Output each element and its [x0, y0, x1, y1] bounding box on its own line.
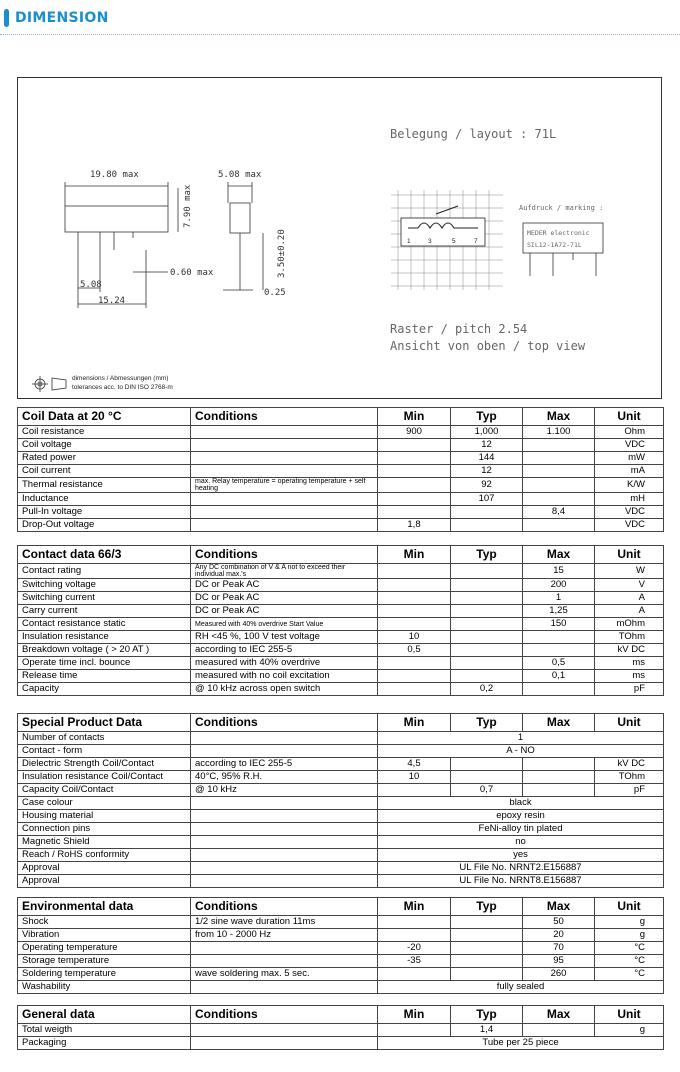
param-typ: 12: [451, 465, 523, 478]
param-conditions: @ 10 kHz across open switch: [191, 683, 378, 696]
param-typ: 12: [451, 439, 523, 452]
section-header: [4, 8, 109, 28]
param-max: [523, 631, 595, 644]
param-min: [378, 929, 451, 942]
table-header-row: [18, 408, 664, 426]
table-row: [18, 519, 664, 532]
column-header: Conditions: [191, 408, 378, 426]
table-title: Special Product Data: [18, 714, 191, 732]
param-min: [378, 478, 451, 493]
param-typ: [451, 605, 523, 618]
param-name: Magnetic Shield: [18, 836, 191, 849]
param-name: Coil voltage: [18, 439, 191, 452]
param-min: [378, 452, 451, 465]
table-row: [18, 618, 664, 631]
param-conditions: [191, 849, 378, 862]
dim-width: 5.08 max: [218, 170, 262, 180]
param-typ: [451, 618, 523, 631]
table-row: [18, 657, 664, 670]
param-max: [523, 644, 595, 657]
param-value-merged: UL File No. NRNT2.E156887: [378, 862, 664, 875]
param-conditions: @ 10 kHz: [191, 784, 378, 797]
param-name: Approval: [18, 862, 191, 875]
table-header-row: [18, 898, 664, 916]
param-conditions: [191, 1037, 378, 1050]
param-conditions: DC or Peak AC: [191, 592, 378, 605]
param-conditions: [191, 493, 378, 506]
param-unit: mW: [595, 452, 664, 465]
param-max: 95: [523, 955, 595, 968]
param-typ: 0,2: [451, 683, 523, 696]
param-name: Rated power: [18, 452, 191, 465]
param-value-merged: black: [378, 797, 664, 810]
raster-text: Raster / pitch 2.54: [390, 322, 528, 336]
param-name: Capacity: [18, 683, 191, 696]
param-name: Operate time incl. bounce: [18, 657, 191, 670]
param-unit: V: [595, 579, 664, 592]
table-header-row: [18, 714, 664, 732]
column-header: Max: [523, 898, 595, 916]
param-name: Dielectric Strength Coil/Contact: [18, 758, 191, 771]
pin-label-7: 7: [474, 238, 478, 245]
param-min: [378, 784, 451, 797]
legend-dimensions: dimensions / Abmessungen (mm): [72, 375, 169, 382]
param-unit: g: [595, 1024, 664, 1037]
param-unit: pF: [595, 683, 664, 696]
special-product-table: [17, 713, 664, 888]
param-conditions: [191, 519, 378, 532]
column-header: Conditions: [191, 546, 378, 564]
param-max: 150: [523, 618, 595, 631]
table-row: [18, 797, 664, 810]
param-min: -35: [378, 955, 451, 968]
param-conditions: RH <45 %, 100 V test voltage: [191, 631, 378, 644]
column-header: Max: [523, 408, 595, 426]
param-conditions: [191, 745, 378, 758]
param-min: [378, 493, 451, 506]
view-text: Ansicht von oben / top view: [390, 339, 586, 353]
param-typ: [451, 564, 523, 579]
param-typ: 1,000: [451, 426, 523, 439]
param-typ: 144: [451, 452, 523, 465]
param-name: Breakdown voltage ( > 20 AT ): [18, 644, 191, 657]
param-min: [378, 657, 451, 670]
column-header: Max: [523, 714, 595, 732]
param-conditions: Measured with 40% overdrive Start Value: [191, 618, 378, 631]
param-typ: 1,4: [451, 1024, 523, 1037]
param-conditions: 40°C, 95% R.H.: [191, 771, 378, 784]
param-name: Reach / RoHS conformity: [18, 849, 191, 862]
param-conditions: DC or Peak AC: [191, 579, 378, 592]
param-unit: A: [595, 592, 664, 605]
param-min: [378, 439, 451, 452]
table-row: [18, 849, 664, 862]
param-name: Switching voltage: [18, 579, 191, 592]
column-header: Min: [378, 408, 451, 426]
param-max: 1: [523, 592, 595, 605]
param-unit: mOhm: [595, 618, 664, 631]
param-unit: ms: [595, 657, 664, 670]
param-name: Number of contacts: [18, 732, 191, 745]
table-row: [18, 465, 664, 478]
table-row: [18, 1037, 664, 1050]
param-typ: 92: [451, 478, 523, 493]
param-name: Housing material: [18, 810, 191, 823]
param-min: [378, 605, 451, 618]
param-max: [523, 771, 595, 784]
param-max: 0,1: [523, 670, 595, 683]
column-header: Typ: [451, 898, 523, 916]
column-header: Unit: [595, 1006, 664, 1024]
param-unit: g: [595, 916, 664, 929]
param-typ: [451, 506, 523, 519]
param-typ: [451, 631, 523, 644]
param-unit: TOhm: [595, 631, 664, 644]
header-divider: [0, 34, 680, 35]
table-row: [18, 426, 664, 439]
param-unit: TOhm: [595, 771, 664, 784]
param-value-merged: UL File No. NRNT8.E156887: [378, 875, 664, 888]
param-typ: [451, 519, 523, 532]
param-min: [378, 579, 451, 592]
param-name: Vibration: [18, 929, 191, 942]
param-unit: ms: [595, 670, 664, 683]
param-name: Thermal resistance: [18, 478, 191, 493]
param-conditions: measured with 40% overdrive: [191, 657, 378, 670]
table-row: [18, 732, 664, 745]
column-header: Typ: [451, 546, 523, 564]
table-row: [18, 823, 664, 836]
column-header: Typ: [451, 1006, 523, 1024]
marking-line-1: MEDER electronic: [527, 229, 590, 237]
layout-title: Belegung / layout : 71L: [390, 127, 557, 141]
param-value-merged: Tube per 25 piece: [378, 1037, 664, 1050]
table-row: [18, 771, 664, 784]
param-name: Case colour: [18, 797, 191, 810]
param-max: 70: [523, 942, 595, 955]
param-name: Insulation resistance Coil/Contact: [18, 771, 191, 784]
param-conditions: measured with no coil excitation: [191, 670, 378, 683]
param-conditions: [191, 1024, 378, 1037]
param-unit: W: [595, 564, 664, 579]
param-name: Shock: [18, 916, 191, 929]
param-typ: [451, 929, 523, 942]
param-min: 1,8: [378, 519, 451, 532]
param-max: [523, 1024, 595, 1037]
dim-pin-length: 3.50±0.20: [277, 229, 287, 278]
param-min: [378, 670, 451, 683]
legend-tolerances: tolerances acc. to DIN ISO 2768-m: [72, 384, 173, 391]
param-typ: [451, 657, 523, 670]
param-name: Insulation resistance: [18, 631, 191, 644]
param-typ: 107: [451, 493, 523, 506]
param-min: [378, 618, 451, 631]
column-header: Min: [378, 1006, 451, 1024]
param-typ: [451, 592, 523, 605]
param-name: Storage temperature: [18, 955, 191, 968]
param-max: 1,25: [523, 605, 595, 618]
param-max: [523, 465, 595, 478]
param-value-merged: 1: [378, 732, 664, 745]
param-value-merged: FeNi-alloy tin plated: [378, 823, 664, 836]
table-row: [18, 942, 664, 955]
param-unit: VDC: [595, 506, 664, 519]
dimension-drawing: [17, 77, 662, 399]
param-min: [378, 1024, 451, 1037]
table-row: [18, 631, 664, 644]
param-name: Contact resistance static: [18, 618, 191, 631]
table-row: [18, 745, 664, 758]
param-conditions: [191, 981, 378, 994]
pin-label-1: 1: [407, 238, 411, 245]
param-conditions: max. Relay temperature = operating temperature + self heating: [191, 478, 378, 493]
param-name: Contact rating: [18, 564, 191, 579]
param-min: [378, 465, 451, 478]
table-row: [18, 916, 664, 929]
param-typ: [451, 916, 523, 929]
param-conditions: [191, 506, 378, 519]
table-row: [18, 862, 664, 875]
param-unit: A: [595, 605, 664, 618]
param-value-merged: no: [378, 836, 664, 849]
param-max: [523, 493, 595, 506]
table-title: Environmental data: [18, 898, 191, 916]
param-conditions: from 10 - 2000 Hz: [191, 929, 378, 942]
param-conditions: according to IEC 255-5: [191, 644, 378, 657]
param-unit: VDC: [595, 519, 664, 532]
param-name: Switching current: [18, 592, 191, 605]
param-conditions: [191, 439, 378, 452]
param-name: Operating temperature: [18, 942, 191, 955]
param-conditions: [191, 426, 378, 439]
table-row: [18, 605, 664, 618]
column-header: Conditions: [191, 1006, 378, 1024]
param-min: 900: [378, 426, 451, 439]
table-row: [18, 478, 664, 493]
param-conditions: Any DC combination of V & A not to exceed their individual max.'s: [191, 564, 378, 579]
param-max: 0,5: [523, 657, 595, 670]
column-header: Min: [378, 714, 451, 732]
contact-data-table: [17, 545, 664, 696]
param-conditions: [191, 452, 378, 465]
dim-pin-width: 0.60 max: [170, 268, 214, 278]
column-header: Unit: [595, 408, 664, 426]
param-min: [378, 916, 451, 929]
table-row: [18, 452, 664, 465]
param-conditions: [191, 823, 378, 836]
param-value-merged: A - NO: [378, 745, 664, 758]
param-conditions: [191, 797, 378, 810]
param-value-merged: fully sealed: [378, 981, 664, 994]
param-max: 1.100: [523, 426, 595, 439]
param-max: [523, 758, 595, 771]
param-name: Carry current: [18, 605, 191, 618]
column-header: Max: [523, 1006, 595, 1024]
technical-drawing: [18, 78, 663, 400]
param-typ: 0,7: [451, 784, 523, 797]
param-min: [378, 506, 451, 519]
marking-title: Aufdruck / marking :: [519, 204, 604, 212]
param-max: 200: [523, 579, 595, 592]
param-max: 15: [523, 564, 595, 579]
param-conditions: [191, 465, 378, 478]
param-unit: °C: [595, 942, 664, 955]
param-name: Drop-Out voltage: [18, 519, 191, 532]
param-unit: kV DC: [595, 644, 664, 657]
table-title: Coil Data at 20 °C: [18, 408, 191, 426]
table-title: General data: [18, 1006, 191, 1024]
param-typ: [451, 955, 523, 968]
param-max: 260: [523, 968, 595, 981]
param-unit: mH: [595, 493, 664, 506]
param-name: Washability: [18, 981, 191, 994]
header-accent-bar: [4, 9, 9, 27]
param-name: Release time: [18, 670, 191, 683]
param-max: [523, 784, 595, 797]
param-name: Approval: [18, 875, 191, 888]
param-name: Inductance: [18, 493, 191, 506]
section-title: DIMENSION: [15, 10, 109, 26]
param-unit: K/W: [595, 478, 664, 493]
table-row: [18, 784, 664, 797]
param-typ: [451, 758, 523, 771]
param-typ: [451, 771, 523, 784]
coil-data-table: [17, 407, 664, 532]
param-conditions: [191, 810, 378, 823]
dim-pin-span: 15.24: [98, 296, 126, 306]
param-name: Pull-In voltage: [18, 506, 191, 519]
general-data-table: [17, 1005, 664, 1050]
param-max: 8,4: [523, 506, 595, 519]
param-name: Coil current: [18, 465, 191, 478]
column-header: Typ: [451, 408, 523, 426]
param-unit: mA: [595, 465, 664, 478]
pin-label-5: 5: [452, 238, 456, 245]
param-typ: [451, 579, 523, 592]
param-max: 50: [523, 916, 595, 929]
table-row: [18, 968, 664, 981]
column-header: Unit: [595, 714, 664, 732]
table-row: [18, 506, 664, 519]
param-conditions: [191, 836, 378, 849]
table-row: [18, 955, 664, 968]
param-conditions: [191, 862, 378, 875]
param-name: Connection pins: [18, 823, 191, 836]
table-row: [18, 836, 664, 849]
param-min: 10: [378, 631, 451, 644]
param-name: Contact - form: [18, 745, 191, 758]
table-row: [18, 644, 664, 657]
param-unit: g: [595, 929, 664, 942]
param-typ: [451, 670, 523, 683]
param-max: [523, 478, 595, 493]
table-row: [18, 439, 664, 452]
table-row: [18, 579, 664, 592]
param-value-merged: yes: [378, 849, 664, 862]
dim-length: 19.80 max: [90, 170, 139, 180]
param-typ: [451, 968, 523, 981]
param-typ: [451, 644, 523, 657]
param-min: [378, 683, 451, 696]
param-name: Soldering temperature: [18, 968, 191, 981]
param-min: [378, 564, 451, 579]
param-min: [378, 968, 451, 981]
param-name: Capacity Coil/Contact: [18, 784, 191, 797]
param-conditions: DC or Peak AC: [191, 605, 378, 618]
column-header: Conditions: [191, 714, 378, 732]
param-min: 10: [378, 771, 451, 784]
table-row: [18, 564, 664, 579]
dim-height: 7.90 max: [183, 184, 193, 228]
table-row: [18, 670, 664, 683]
marking-line-2: SIL12-1A72-71L: [527, 241, 582, 249]
pin-label-3: 3: [428, 238, 432, 245]
param-min: 0,5: [378, 644, 451, 657]
table-row: [18, 1024, 664, 1037]
param-value-merged: epoxy resin: [378, 810, 664, 823]
param-name: Total weigth: [18, 1024, 191, 1037]
param-max: [523, 683, 595, 696]
environmental-data-table: [17, 897, 664, 994]
param-name: Packaging: [18, 1037, 191, 1050]
param-conditions: 1/2 sine wave duration 11ms: [191, 916, 378, 929]
param-conditions: wave soldering max. 5 sec.: [191, 968, 378, 981]
table-row: [18, 683, 664, 696]
column-header: Unit: [595, 546, 664, 564]
table-header-row: [18, 546, 664, 564]
param-max: [523, 519, 595, 532]
dim-pin-spacing: 5.08: [80, 280, 102, 290]
param-conditions: [191, 942, 378, 955]
param-unit: °C: [595, 955, 664, 968]
param-unit: VDC: [595, 439, 664, 452]
param-conditions: according to IEC 255-5: [191, 758, 378, 771]
param-min: [378, 592, 451, 605]
param-max: [523, 452, 595, 465]
param-unit: Ohm: [595, 426, 664, 439]
param-min: 4,5: [378, 758, 451, 771]
column-header: Unit: [595, 898, 664, 916]
param-conditions: [191, 732, 378, 745]
param-max: [523, 439, 595, 452]
dim-pin-thickness: 0.25: [264, 288, 286, 298]
column-header: Typ: [451, 714, 523, 732]
table-row: [18, 875, 664, 888]
param-unit: pF: [595, 784, 664, 797]
param-name: Coil resistance: [18, 426, 191, 439]
column-header: Min: [378, 898, 451, 916]
param-unit: kV DC: [595, 758, 664, 771]
table-title: Contact data 66/3: [18, 546, 191, 564]
column-header: Min: [378, 546, 451, 564]
param-min: -20: [378, 942, 451, 955]
column-header: Max: [523, 546, 595, 564]
table-header-row: [18, 1006, 664, 1024]
param-conditions: [191, 955, 378, 968]
table-row: [18, 810, 664, 823]
param-conditions: [191, 875, 378, 888]
param-max: 20: [523, 929, 595, 942]
table-row: [18, 758, 664, 771]
table-row: [18, 493, 664, 506]
table-row: [18, 981, 664, 994]
table-row: [18, 929, 664, 942]
param-typ: [451, 942, 523, 955]
column-header: Conditions: [191, 898, 378, 916]
param-unit: °C: [595, 968, 664, 981]
table-row: [18, 592, 664, 605]
